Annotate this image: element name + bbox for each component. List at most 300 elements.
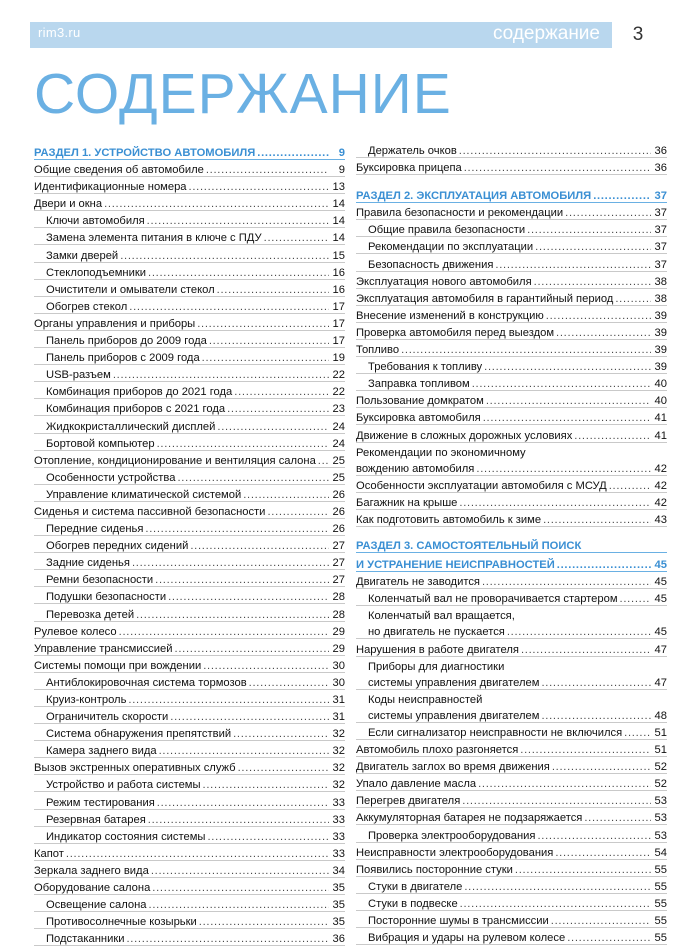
toc-leader-dots [155,574,329,586]
toc-leader-dots [234,386,329,398]
toc-entry[interactable] [34,297,345,314]
toc-entry-title: вождению автомобиля [356,462,475,475]
toc-entry[interactable] [356,860,667,877]
toc-leader-dots [189,181,329,193]
toc-entry-title: Круиз-контроль [46,694,127,706]
toc-entry[interactable] [34,690,345,707]
toc-entry-title: Коленчатый вал не проворачивается стартером [368,593,618,606]
toc-page-number: 33 [332,847,345,860]
toc-entry-title: Идентификационные номера [34,181,187,194]
site-url[interactable]: rim3.ru [38,25,81,40]
toc-entry[interactable] [34,536,345,553]
toc-entry[interactable] [356,323,667,340]
toc-leader-dots [113,369,329,381]
toc-leader-dots [147,215,329,227]
toc-entry-title: Освещение салона [46,899,147,912]
toc-entry-title: Управление трансмиссией [34,642,173,655]
toc-leader-dots [136,609,329,621]
toc-gap [356,527,667,536]
toc-entry[interactable] [356,340,667,357]
toc-entry[interactable] [34,314,345,331]
toc-entry-title: Режим тестирования [46,796,155,809]
toc-section-heading[interactable] [34,141,345,160]
toc-entry[interactable] [34,434,345,451]
toc-entry[interactable] [356,408,667,425]
toc-leader-dots [145,523,329,535]
toc-leader-dots [556,327,651,339]
toc-leader-dots [202,352,329,364]
toc-entry-title: Упало давление масла [356,778,477,791]
toc-entry[interactable] [356,757,667,774]
toc-leader-dots [119,626,329,638]
toc-entry[interactable] [356,622,667,639]
toc-leader-dots [555,847,651,859]
toc-entry[interactable] [34,365,345,382]
toc-page-number: 30 [332,659,345,672]
toc-entry[interactable] [356,443,667,459]
toc-entry-title: Особенности эксплуатации автомобиля с МСУД [356,479,607,492]
toc-section-heading[interactable] [356,184,667,203]
toc-leader-dots [543,514,651,526]
toc-leader-dots [148,814,329,826]
toc-page-number: 48 [654,709,667,722]
toc-leader-dots [168,591,329,603]
toc-page-number: 40 [654,395,667,408]
toc-page-number: 55 [654,863,667,876]
toc-entry-title: Появились посторонние стуки [356,863,513,876]
toc-section-heading[interactable] [356,553,667,572]
toc-entry[interactable] [356,141,667,158]
toc-entry-title: РАЗДЕЛ 2. ЭКСПЛУАТАЦИЯ АВТОМОБИЛЯ [356,190,592,203]
toc-page-number: 54 [654,846,667,859]
toc-leader-dots [534,276,651,288]
toc-page-number: 39 [654,344,667,357]
toc-entry[interactable] [356,357,667,374]
toc-page-number: 37 [654,224,667,237]
toc-entry-title: Топливо [356,344,400,357]
toc-entry[interactable] [34,741,345,758]
toc-page-number: 32 [332,762,345,775]
toc-page-number: 35 [332,882,345,895]
toc-page-number: 45 [654,576,667,589]
toc-entry[interactable] [34,263,345,280]
toc-leader-dots [149,899,330,911]
toc-entry-title: Очистители и омыватели стекол [46,283,215,296]
toc-page-number: 52 [654,778,667,791]
toc-leader-dots [482,576,651,588]
toc-entry[interactable] [34,775,345,792]
toc-entry-title: Безопасность движения [368,258,494,271]
toc-entry-title: Держатель очков [368,145,457,158]
toc-leader-dots [593,190,651,202]
page-number: 3 [616,20,660,50]
toc-entry[interactable] [34,792,345,809]
toc-leader-dots [462,795,651,807]
toc-page-number: 25 [332,454,345,467]
toc-leader-dots [151,865,329,877]
toc-entry-title: Стуки в двигателе [368,880,463,893]
toc-entry[interactable] [34,587,345,604]
toc-leader-dots [126,933,329,945]
toc-entry-title: но двигатель не пускается [368,626,505,639]
toc-entry-title: Правила безопасности и рекомендации [356,207,564,220]
toc-entry[interactable] [34,485,345,502]
toc-leader-dots [104,198,329,210]
toc-entry-title: Резервная батарея [46,813,146,826]
toc-leader-dots [464,162,651,174]
toc-entry-title: Рулевое колесо [34,625,117,638]
toc-page-number: 27 [332,557,345,570]
toc-page-number: 27 [332,574,345,587]
toc-page-number: 41 [654,412,667,425]
toc-entry[interactable] [34,177,345,194]
toc-entry-title: Движение в сложных дорожных условиях [356,429,573,442]
toc-entry[interactable] [356,894,667,911]
toc-page-number: 14 [332,198,345,211]
toc-entry[interactable] [34,844,345,861]
toc-entry-title: Двери и окна [34,198,103,211]
toc-entry-title: Ограничитель скорости [46,711,169,724]
toc-entry[interactable] [356,425,667,442]
toc-entry-title: Панель приборов с 2009 года [46,352,200,365]
toc-entry[interactable] [356,690,667,706]
toc-leader-dots [567,932,651,944]
toc-leader-dots [206,164,329,176]
toc-right-column [356,141,667,945]
toc-leader-dots [620,593,651,605]
header-section-name: содержание [492,23,600,44]
toc-page-number: 33 [332,796,345,809]
toc-entry[interactable] [356,254,667,271]
toc-entry[interactable] [356,391,667,408]
toc-page-number: 41 [654,429,667,442]
toc-entry-title: Рекомендации по экономичному [356,446,526,459]
toc-leader-dots [257,147,329,159]
toc-page-number: 45 [654,593,667,606]
toc-entry-title: Особенности устройства [46,471,176,484]
toc-entry[interactable] [356,911,667,928]
toc-leader-dots [574,430,651,442]
toc-leader-dots [264,232,329,244]
toc-entry[interactable] [356,791,667,808]
toc-entry-title: Перегрев двигателя [356,795,461,808]
toc-entry-title: Антиблокировочная система тормозов [46,676,247,689]
toc-page-number: 53 [654,829,667,842]
toc-entry-title: Системы помощи при вождении [34,659,202,672]
toc-entry-title: Рекомендации по эксплуатации [368,241,534,254]
toc-page-number: 39 [654,309,667,322]
toc-entry[interactable] [34,622,345,639]
toc-entry[interactable] [356,740,667,757]
toc-entry[interactable] [34,382,345,399]
toc-page-number: 30 [332,676,345,689]
toc-leader-dots [148,267,329,279]
toc-entry[interactable] [34,502,345,519]
toc-entry-title: Буксировка автомобиля [356,412,481,425]
toc-entry[interactable] [34,416,345,433]
toc-entry-title: Ключи автомобиля [46,215,145,228]
toc-entry[interactable] [356,843,667,860]
toc-page-number: 16 [332,283,345,296]
toc-entry-title: Эксплуатация автомобиля в гарантийный период [356,292,614,305]
toc-entry[interactable] [34,827,345,844]
toc-leader-dots [238,762,329,774]
toc-entry[interactable] [34,228,345,245]
toc-leader-dots [199,916,329,928]
toc-entry-title: Стеклоподъемники [46,266,146,279]
toc-page-number: 37 [654,190,667,203]
toc-page-number: 22 [332,386,345,399]
toc-entry[interactable] [356,877,667,894]
toc-page-number: 28 [332,608,345,621]
toc-entry[interactable] [356,203,667,220]
toc-entry[interactable] [356,476,667,493]
toc-entry-title: Противосолнечные козырьки [46,916,197,929]
toc-leader-dots [190,540,329,552]
toc-entry-title: РАЗДЕЛ 3. САМОСТОЯТЕЛЬНЫЙ ПОИСК [356,540,582,553]
toc-entry[interactable] [34,673,345,690]
toc-entry[interactable] [356,657,667,673]
toc-page-number: 33 [332,813,345,826]
toc-entry[interactable] [356,493,667,510]
toc-entry-title: Общие сведения об автомобиле [34,164,204,177]
toc-leader-dots [520,744,651,756]
toc-entry[interactable] [356,808,667,825]
toc-entry[interactable] [356,639,667,656]
toc-leader-dots [132,557,329,569]
toc-entry[interactable] [34,604,345,621]
toc-entry[interactable] [34,331,345,348]
toc-entry[interactable] [356,289,667,306]
toc-entry[interactable] [34,861,345,878]
toc-entry[interactable] [356,928,667,945]
toc-entry[interactable] [356,723,667,740]
toc-entry-title: Ремни безопасности [46,574,154,587]
toc-page-number: 9 [338,147,345,159]
toc-leader-dots [120,250,329,262]
toc-leader-dots [203,779,329,791]
toc-page-number: 15 [332,249,345,262]
toc-leader-dots [197,318,329,330]
toc-page-number: 13 [332,181,345,194]
toc-entry[interactable] [34,724,345,741]
toc-entry[interactable] [34,912,345,929]
toc-entry-title: Проверка автомобиля перед выездом [356,326,555,339]
toc-entry[interactable] [356,706,667,723]
toc-leader-dots [152,882,329,894]
toc-entry-title: Передние сиденья [46,523,144,536]
toc-entry[interactable] [34,929,345,946]
toc-entry[interactable] [34,399,345,416]
toc-page-number: 39 [654,361,667,374]
toc-page-number: 37 [654,241,667,254]
toc-entry[interactable] [34,707,345,724]
toc-leader-dots [541,710,651,722]
toc-page-number: 16 [332,266,345,279]
toc-entry-title: Коленчатый вал вращается, [368,610,515,623]
toc-entry[interactable] [34,194,345,211]
toc-leader-dots [507,626,651,638]
toc-entry[interactable] [356,606,667,622]
toc-entry-title: Бортовой компьютер [46,437,155,450]
toc-entry[interactable] [356,237,667,254]
toc-leader-dots [175,643,330,655]
toc-page-number: 26 [332,523,345,536]
toc-page-number: 22 [332,369,345,382]
toc-entry-title: Коды неисправностей [368,693,483,706]
toc-entry-title: Перевозка детей [46,608,135,621]
toc-entry[interactable] [356,572,667,589]
toc-leader-dots [209,335,329,347]
toc-entry-title: Капот [34,847,64,860]
toc-leader-dots [464,881,651,893]
toc-leader-dots [207,831,329,843]
toc-leader-dots [537,830,651,842]
toc-page-number: 43 [654,513,667,526]
toc-leader-dots [484,361,651,373]
toc-leader-dots [227,403,329,415]
toc-entry[interactable] [356,673,667,690]
toc-entry[interactable] [356,306,667,323]
toc-page-number: 51 [654,727,667,739]
toc-entry-title: Устройство и работа системы [46,779,201,792]
toc-entry-title: Аккумуляторная батарея не подзаряжается [356,812,583,825]
toc-page-number: 42 [654,479,667,492]
toc-entry[interactable] [34,451,345,468]
toc-entry[interactable] [34,656,345,673]
toc-entry-title: И УСТРАНЕНИЕ НЕИСПРАВНОСТЕЙ [356,559,555,572]
toc-entry-title: Вызов экстренных оперативных служб [34,762,236,775]
toc-leader-dots [460,898,651,910]
toc-entry[interactable] [34,878,345,895]
toc-entry-title: Как подготовить автомобиль к зиме [356,513,542,526]
toc-leader-dots [476,463,651,475]
toc-page-number: 36 [654,162,667,175]
toc-gap [356,175,667,184]
toc-entry[interactable] [356,220,667,237]
toc-entry-title: Требования к топливу [368,361,483,374]
toc-page-number: 23 [332,403,345,416]
toc-page-number: 55 [654,915,667,928]
toc-entry-title: Управление климатической системой [46,488,242,501]
toc-entry[interactable] [34,245,345,262]
toc-page-number: 45 [654,626,667,639]
toc-entry[interactable] [34,211,345,228]
toc-page-number: 26 [332,488,345,501]
toc-page-number: 38 [654,275,667,288]
toc-entry-title: Неисправности электрооборудования [356,846,554,859]
toc-entry[interactable] [34,639,345,656]
toc-leader-dots [472,378,651,390]
toc-entry-title: Жидкокристаллический дисплей [46,420,216,433]
toc-section-heading[interactable] [356,536,667,553]
toc-page-number: 40 [654,378,667,391]
toc-page-number: 47 [654,643,667,656]
toc-entry-title: Замена элемента питания в ключе с ПДУ [46,232,262,245]
toc-entry-title: Заправка топливом [368,378,470,391]
toc-entry-title: Обогрев передних сидений [46,540,189,553]
toc-entry[interactable] [34,468,345,485]
toc-entry[interactable] [356,374,667,391]
toc-leader-dots [552,761,651,773]
toc-entry-title: Отопление, кондиционирование и вентиляция салона [34,454,316,467]
toc-entry[interactable] [356,825,667,842]
toc-entry[interactable] [34,519,345,536]
toc-entry-title: Задние сиденья [46,557,130,570]
toc-entry-title: Стуки в подвеске [368,897,458,910]
toc-leader-dots [401,344,651,356]
toc-page-number: 17 [332,317,345,330]
toc-page-number: 33 [332,830,345,843]
toc-entry-title: системы управления двигателем [368,676,540,689]
toc-leader-dots [170,711,329,723]
toc-page-number: 47 [654,676,667,689]
toc-entry[interactable] [34,758,345,775]
toc-entry-title: Система обнаружения препятствий [46,728,232,741]
toc-entry[interactable] [34,280,345,297]
toc-entry[interactable] [34,895,345,912]
toc-entry[interactable] [34,348,345,365]
toc-entry[interactable] [34,553,345,570]
toc-entry[interactable] [356,589,667,606]
toc-entry-title: Сиденья и система пассивной безопасности [34,505,266,518]
toc-entry[interactable] [34,810,345,827]
toc-entry[interactable] [356,510,667,527]
toc-entry-title: Эксплуатация нового автомобиля [356,275,532,288]
toc-entry-title: Приборы для диагностики [368,660,505,673]
toc-leader-dots [203,660,329,672]
toc-entry[interactable] [356,158,667,175]
toc-entry[interactable] [356,272,667,289]
toc-page-number: 53 [654,795,667,808]
toc-entry-title: Обогрев стекол [46,300,128,313]
toc-entry-title: Замки дверей [46,249,119,262]
toc-entry[interactable] [356,774,667,791]
toc-page-number: 39 [654,326,667,339]
toc-page-number: 34 [332,864,345,877]
toc-page-number: 29 [332,625,345,638]
toc-leader-dots [159,745,329,757]
toc-entry[interactable] [34,160,345,177]
toc-page-number: 32 [332,728,345,741]
toc-page-number: 37 [654,207,667,220]
toc-page-number: 24 [332,437,345,450]
toc-entry-title: Подстаканники [46,933,125,946]
toc-page-number: 26 [332,505,345,518]
page-title: СОДЕРЖАНИЕ [34,62,452,126]
toc-leader-dots [128,694,329,706]
toc-entry-title: Подушки безопасности [46,591,167,604]
toc-entry[interactable] [356,459,667,476]
toc-leader-dots [243,489,329,501]
toc-leader-dots [157,438,329,450]
toc-leader-dots [521,644,651,656]
toc-leader-dots [66,848,329,860]
toc-leader-dots [527,224,651,236]
toc-entry-title: Пользование домкратом [356,395,484,408]
toc-page-number: 36 [654,145,667,158]
toc-page-number: 31 [332,694,345,706]
toc-entry[interactable] [34,570,345,587]
toc-page-number: 14 [332,215,345,228]
toc-entry-title: Проверка электрооборудования [368,829,536,842]
toc-page-number: 17 [332,300,345,313]
toc-page-number: 55 [654,897,667,910]
toc-leader-dots [486,395,651,407]
toc-entry-title: Комбинация приборов до 2021 года [46,386,233,399]
toc-leader-dots [541,677,651,689]
toc-page-number: 37 [654,258,667,271]
